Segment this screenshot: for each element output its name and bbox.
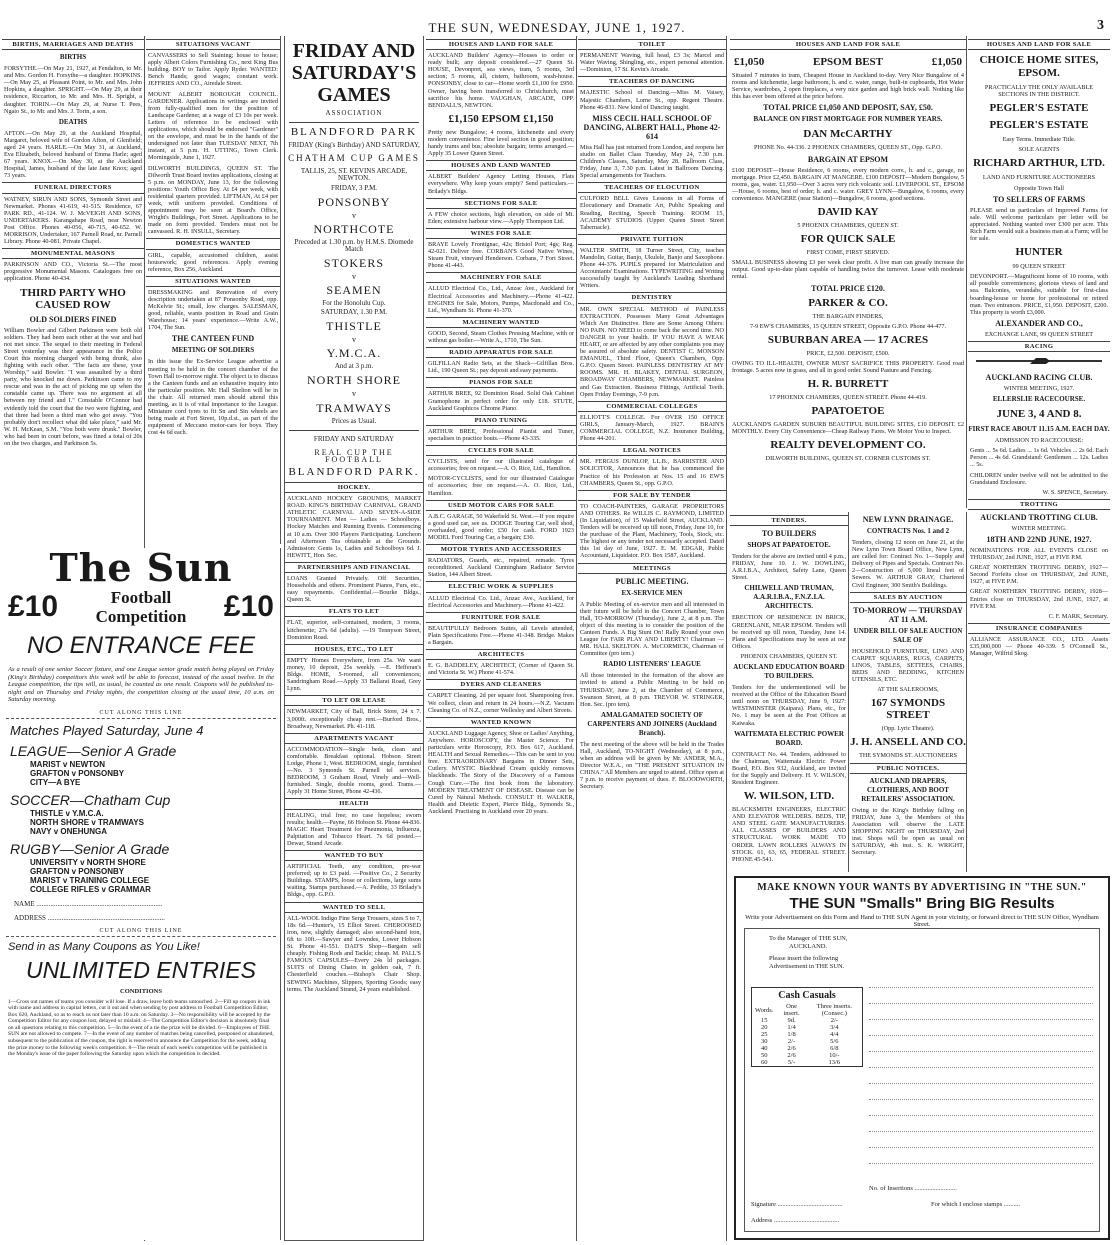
signature-field[interactable]: Signature ........................................ (751, 1201, 843, 1208)
address-label: ADDRESS (14, 913, 46, 922)
rate-row: 60 5/- 13/6 (760, 1059, 841, 1066)
and-3pm: And at 3 p.m. (334, 362, 374, 371)
insertions-field[interactable]: No. of Insertions .......................... (869, 1185, 957, 1192)
meeting-text: A Public Meeting of ex-service men and all interested in their future will be held in the Concert Chamber, Town Hall, TO-MORROW (Thursday), June 2, at 8 p.m. The object of this meeting is to consider the position of the Canteen Funds. A Big Stunt On! Rally Round your own League for FAIR PLAY AND LIBERTY! Chairman — MR. HALL SKELTON. A. McCORMICK, Chairman of Committee (pro tem.) (580, 600, 724, 658)
team-ponsonby: PONSONBY (317, 194, 391, 209)
blandford-park-2: BLANDFORD PARK. (288, 465, 420, 478)
machinery-wanted-heading: MACHINERY WANTED (426, 317, 576, 328)
partnership-heading: PARTNERSHIPS AND FINANCIAL (285, 562, 423, 573)
carpenters-text: The next meeting of the above will be held in the Trades Hall, Auckland, TO-NIGHT (Wednesday), at 8 p.m., when an address will be given by Mr. ANDER, M.A., Director W.E.A., on "THE PRESENT SITUATION IN CHINA." All Members are urged to attend. Office open at 7 p.m. to receive payment of dues. F. BLOODWORTH, Secretary. (580, 740, 724, 791)
pegler-estate-1: PEGLER'S ESTATE (989, 102, 1089, 115)
tomorrow: TO-MORROW — THURSDAY AT 11 A.M. (853, 605, 963, 624)
dancing-heading: TEACHERS OF DANCING (578, 76, 726, 87)
column-4 (426, 36, 577, 1241)
cecil-hall: MISS CECIL HALL SCHOOL OF DANCING, ALBERT HALL, Phone 42-614 (583, 113, 721, 141)
wilson-text: BLACKSMITH ENGINEERS, ELECTRIC AND ELEVATOR WELDERS. BEDS, TIP, AND STEEL GATE MANUFACTURERS. ALL CLASSES OF BUILDERS AND STRUCTURAL WORK MADE TO ORDER. LAWN ROLLERS ALWAYS IN STOCK. 61, 63, 65, FEDERAL STREET. PHONE 45-541. (732, 806, 846, 863)
sole-agents: SOLE AGENTS (1018, 146, 1060, 154)
burrett-address: 17 PHOENIX CHAMBERS, QUEEN STREET. Phone 44-419. (769, 393, 927, 401)
easy-terms: Easy Terms. Immediate Title. (1002, 136, 1076, 144)
col-three: Three inserts. (Consec.) (816, 1003, 853, 1017)
dan-mccarthy: DAN McCARTHY (803, 128, 893, 141)
waitemata-text: CONTRACT No. 44. Tenders, addressed to the Chairman, Waitemata Electric Power Board, P.O. Box 932, Auckland, are invited for the Supply and Delivery. H. V. WILSON, Resident Engineer. (732, 750, 846, 786)
football-competition (2, 548, 281, 1240)
radio-league: RADIO LISTENERS' LEAGUE (603, 660, 701, 669)
elocution-heading: TEACHERS OF ELOCUTION (578, 182, 726, 193)
june-dates: JUNE 3, 4 AND 8. (996, 408, 1082, 421)
team-tramways: TRAMWAYS (316, 400, 392, 415)
suburban-area: SUBURBAN AREA — 17 ACRES (767, 333, 929, 346)
deaths-text: AFTON.—On May 29, at the Auckland Hospital, Margaret, beloved wife of Gordon Afton, of Glenfield; aged 24 years. HARLE.—On May 31, at Auckland, Eva Elizabeth, beloved husband of Emma Harle; aged 67 years. KNOX.—On May 30, at the Auckland Hospital, James, husband of the late Jane Knox; aged 73 years. (4, 129, 142, 180)
first-race: FIRST RACE ABOUT 11.15 A.M. EACH DAY. (968, 425, 1110, 434)
electric-heading: ELECTRIC WORK & SUPPLIES (426, 581, 576, 592)
column-6b (730, 512, 849, 872)
council-ad: MOUNT ALBERT BOROUGH COUNCIL. GARDENER. Applications in writings are invited from fully-qualified men for the position of Landscape Gardener, at a wage of £3 10s per week. Letters of reference to be enclosed with applications, which should be endorsed "Gardener" on the envelope, and must be in the hands of the undersigned not later than TUESDAY NEXT, 7th instant, at 5 p.m. H. UTTING, Town Clerk. Morningside, June 1, 1927. (148, 90, 278, 162)
wanted-sell-text: ALL-WOOL Indigo Fine Serge Trousers, sizes 5 to 7, 18s 6d.—Hunter's, 15 Elliot Street. CHEROOSED iron, new, slightly damaged; also second-hand iron, 6ft to 10ft.—Sawyer and Lowndes, Lower Hobson St. Phone 41-551. DAD'S Shop—Bargain sell cheaply. Fishing Rods and Tackle; cheap. M. PALL'S FAMOUS CAPSULES—Every 24s ld packages. SUITS of Dining Chairs in golden oak, 7 ft. Chesterfield couches.—Bishop's Chair Shop. SEWING Machines, Slippers, Sporting Goods; easy terms. The Auckland Strand, 24 years established. (287, 914, 421, 993)
name-field[interactable]: NAME ........................................................................ (14, 899, 163, 908)
symonds-auctioneers: THE SYMONDS ST. AUCTIONEERS (859, 752, 957, 760)
richard-arthur: RICHARD ARTHUR, LTD. (973, 157, 1105, 170)
football-word: Football (110, 588, 172, 607)
land-furniture: LAND AND FURNITURE AUCTIONEERS (982, 174, 1096, 182)
total-120: TOTAL PRICE £120. (811, 283, 885, 293)
association-label: ASSOCIATION (325, 109, 383, 117)
architects-text: E. G. BADDELEY, ARCHITECT, (Corner of Queen St. and Victoria St. W.) Phone 41-574. (428, 662, 574, 677)
legal-text: MR. FERGUS DUNLOP, LL.B., BARRISTER AND SOLICITOR, Announces that he has commenced the Practice of his Profession at Nos. 15 and 16 EW'S CHAMBERS, Queen St., opp. G.P.O. (580, 458, 724, 487)
sit-vac-text: CANVASSERS to Sell Staining; house to house; apply Albert Colors Furnishing Co., next King Bus building. BOY to Tailor. Apply Ryder. WANTED: Bench Hands; good wages; constant work. JEFFRIES AND CO., Airedale Street. (148, 52, 278, 88)
insertions-label: No. of Insertions (869, 1185, 913, 1192)
births-heading: BIRTHS (59, 53, 87, 62)
cash-casuals-table (751, 987, 863, 1067)
papatoetoe: PAPATOETOE (811, 405, 885, 418)
league-fixture[interactable]: CITY—A BYE (30, 777, 81, 787)
meetings-heading: MEETINGS (578, 563, 726, 574)
smalls-head-2: THE SUN "Smalls" Bring BIG Results (789, 895, 1055, 912)
ansell: J. H. ANSELL AND CO. (850, 736, 966, 749)
pegler-estate-2: PEGLER'S ESTATE (989, 119, 1089, 132)
competition-word: Competition (95, 607, 187, 626)
rate-row: 30 2/- 5/6 (760, 1038, 839, 1045)
shops: SHOPS AT PAPATOETOE. (747, 541, 831, 550)
choice-home-sites: CHOICE HOME SITES, EPSOM. (979, 54, 1099, 80)
bmd-heading: BIRTHS, MARRIAGES AND DEATHS (2, 39, 144, 50)
canteen-sub: MEETING OF SOLDIERS (171, 346, 255, 355)
apartments-text: ACCOMMODATION—Single beds, clean and comfortable. Breakfast optional. Hobson Street Lodge, Phone 1, West. BEDROOM, single, furnished—No. 3 Symonds St. Parnell tel services. BEDROOM, 3 Graham Road, Vinely and—Well-furnished. Single, double rooms, good. Trams.—Apply 31 Home Street, Phone 42-436. (287, 745, 421, 796)
cycles-heading: CYCLES FOR SALE (426, 445, 576, 456)
deaths-heading: DEATHS (58, 117, 88, 126)
to-manager: To the Manager of THE SUN, (769, 935, 848, 942)
used-cars-heading: USED MOTOR CARS FOR SALE (426, 500, 576, 511)
houses-sale-heading: HOUSES AND LAND FOR SALE (426, 39, 576, 50)
sit-wanted-text: DRESSMAKING and Renovation of every description undertaken at 87 Ponsonby Road, opp. McKelvie St.; small, low charges. SALESMAN, good, reliable, wants position in Road and Grain Warehouse; 14 years' experience.—Write A.W., 1704, The Sun. (148, 288, 278, 332)
team-thistle: THISTLE (326, 319, 382, 334)
column-8 (968, 36, 1110, 868)
salerooms: AT THE SALEROOMS, (877, 686, 939, 694)
epsom-text: Pretty new Bungalow; 4 rooms, kitchenette and every modern convenience. Fine level section in good position; handy trams and bus; absolute bargain; terms arranged.—Apply 35 Lower Queen Street. (428, 128, 574, 158)
alexander: ALEXANDER AND CO., (995, 318, 1083, 328)
league-fixture[interactable]: MARIST v NEWTON (30, 759, 105, 769)
please-insert: Please insert the following Advertisement in THE SUN. (769, 955, 845, 970)
monument-text: PARKINSON AND CO., Victoria St.—The most progressive Monumental Masons. Catalogues free on application. Phone 40-434. (4, 261, 142, 283)
total-price: TOTAL PRICE £1,050 AND DEPOSIT, SAY, £50. (763, 103, 933, 113)
new-lynn: NEW LYNN DRAINAGE. (862, 515, 954, 524)
ex-service-men: EX-SERVICE MEN (621, 588, 683, 597)
symonds-street: 167 SYMONDS STREET (870, 697, 946, 722)
friday-3pm: FRIDAY, 3 P.M. (330, 183, 378, 192)
admission-text: Gents ... 5s 6d. Ladies ... 1s 6d. Vehicles ... 2s 6d. Each Person ... 4s 6d. Grandstand: Gentlemen ... 12s. Ladies ... 5s. (970, 447, 1108, 469)
radio-heading: RADIO APPARATUS FOR SALE (426, 347, 576, 358)
nominations: NOMINATIONS FOR ALL EVENTS CLOSE on THURSDAY, 2nd JUNE, 1927, at FIVE P.M. (970, 547, 1108, 562)
parker-co: PARKER & CO. (808, 296, 888, 309)
houses-let-heading: HOUSES, ETC., TO LET (285, 644, 423, 655)
exchange-lane: EXCHANGE LANE, 99 QUEEN STREET (984, 330, 1094, 338)
story-old-soldiers: William Bowler and Gilbert Parkinson were both old soldiers. They had been each other at the war and had not met since. The sequel to their meeting in Federal Street yesterday was their appearance in the Police Court this morning charged with being drunk, also fighting with each other. "The facts are these, your Worship," said Bowler. "I was assaulted by a third party, who knocked me down. Parkinson came to my rescue and was in the act of picking me up when the constable came up. There was no argument at all between my friend and I." Constable O'Connor had evidently told the court that the two were fighting, and that three had been a third man who got away. "You probably don't recollect what did take place," said Mr. W. H. McKean, S.M. "You both were drunk." Bowler, who had been in court before, was fined a total of 20s on the two charges, and Parkinson 5s. (4, 326, 142, 448)
smalls-form-box (744, 928, 1100, 1232)
team-north-shore: NORTH SHORE (307, 373, 401, 388)
commercial-heading: COMMERCIAL COLLEGES (578, 401, 726, 412)
monument-heading: MONUMENTAL MASONS (2, 248, 144, 259)
versus: v (352, 271, 356, 281)
houses-let-text: EMPTY Homes Everywhere, from 25s. We want money, 10 deposit, 25s weekly. —E. Hefferan's Bldgs. HOME, 5-roomed, all conveniences; Sandringham Road.—Apply 33 Ballarat Road, Grey Lynn. (287, 656, 421, 693)
funeral-text: WATNEY, SIRUN AND SONS, Symonds Street and Newmarket. Phones 41-619, 41-515. Residence, 67 PARK RD., 41-124. W. J. McVEIGH AND SONS, UNDERTAKERS. Karangahape Road, near Newton Post Office. Phones 40-056, 40-715, 40-652. W. MORRISON, Undertaker, 167 Parnell Road, nr. Parnell Library. Phone 40-081. Private Chapel. (4, 195, 142, 246)
wanted-sell-heading: WANTED TO SELL (285, 902, 423, 913)
pianos-heading: PIANOS FOR SALE (426, 377, 576, 388)
smalls-head-3: Write your Advertisement on this Form and Hand to THE SUN Agent in your vicinity, or forward direct to THE SUN Office, Wyndham Street. (745, 914, 1099, 928)
farms-text: PLEASE send us particulars of Improved Farms for sale. Will welcome particulars per letter will be appreciated. Nothing wanted over £300 per acre. This Rich Farm would suit a business man at a Farm; will be for sale. (970, 206, 1108, 243)
births-text: FORSYTHE.—On May 21, 1927, at Fendalton, to Mr. and Mrs. Gordon H. Forsythe—a daughter. HOPKINS.—On May 25, at Pleasant Point, to Mr. and Mrs. John Hopkins, a daughter. SPRIGHT.—On May 29, at their residence, Riccarton, to Mr. and Mrs. H. Spright, a daughter. TORIN.—On May 29, at Nurse T. Pees, Ngaio St., to Mr. and Mrs. J. Torin, a son. (4, 65, 142, 115)
friday-saturday: FRIDAY AND SATURDAY (313, 434, 395, 443)
wilson: W. WILSON, LTD. (743, 790, 835, 803)
column-3 (284, 36, 424, 1241)
atc-dates: 18TH AND 22ND JUNE, 1927. (986, 535, 1092, 544)
motor-tyres-heading: MOTOR TYRES AND ACCESSORIES (426, 544, 576, 555)
price-left: £1,050 (734, 56, 765, 69)
to-let-text: NEWMARKET, City of Ball, Brick Store, 24 x 7. 3,000ft. exceptionally cheap rent.—Burford Bros., Broadway, Newmarket. Ph. 41-118. (287, 708, 421, 730)
spence: W. S. SPENCE, Secretary. (1042, 488, 1108, 496)
to-builders: TO BUILDERS (761, 529, 817, 539)
auction-heading: SALES BY AUCTION (850, 592, 966, 603)
cecil-hall-text: Miss Hall has just returned from London, and reopens her studio on Ballet Class Tuesday, May 24, 7.30 p.m. Children's Classes, Saturday, May 28. Ballroom Class, Friday, June 3, 7.30 p.m. Latest in Ballroom Dancing. Special arrangements for Teachers. (580, 143, 724, 180)
parker-sub: THE BARGAIN FINDERS, (812, 312, 884, 320)
prize-left: £10 (8, 590, 59, 623)
team-ymca: Y.M.C.A. (326, 346, 382, 361)
matches-heading: Matches Played Saturday, June 4 (10, 722, 204, 738)
epsom-best: EPSOM BEST (813, 55, 883, 68)
rugby-fixture[interactable]: COLLEGE RIFLES v GRAMMAR (30, 884, 151, 894)
used-cars-text: A.B.C. GARAGE, 50 Wakefield St. West.—If you require a good used car, see us. DODGE Touring Car, well shod, overhauled, good order; £50 for cash. FORD 1923 MODEL Ford Touring Car, a bargain; £30. (428, 512, 574, 541)
team-seamen: SEAMEN (326, 283, 382, 298)
column-2 (146, 36, 281, 544)
flats-heading: FLATS TO LET (285, 606, 423, 617)
health-heading: HEALTH (285, 798, 423, 809)
balance: BALANCE ON FIRST MORTGAGE FOR NUMBER YEARS. (753, 115, 943, 124)
rate-row: 25 1/8 4/4 (760, 1031, 839, 1038)
partnership-text: LOANS Granted Privately. Off Securities, Households and others. Prominent Pianos, Furs, etc., easy repayments. Confidential.—Bourke Bldgs., Queen St. (287, 575, 421, 604)
soccer-heading: SOCCER—Chatham Cup (10, 791, 171, 808)
name-label: NAME (14, 899, 35, 908)
phoenix: PHOENIX CHAMBERS, QUEEN ST. (740, 652, 838, 660)
electric-text: ALLUD Electrical Co. Ltd., Anzac Ave., Auckland, for Electrical Accessories and Machinery.—Phone 41-422. (428, 594, 574, 609)
wanted-known-heading: WANTED KNOWN (426, 717, 576, 728)
houses-land-heading: HOUSES AND LAND FOR SALE (730, 39, 966, 50)
col-words: Words. (755, 1006, 774, 1014)
shops-text: Tenders for the above are invited until 4 p.m., FRIDAY, June 10. J. W. DOWLING, A.R.I.B.A., Architect, Safety Lane, Queen Street. (732, 553, 846, 582)
great-northern-1: GREAT NORTHERN TROTTING DERBY, 1927—Second Forfeits close on THURSDAY, 2nd JUNE, 1927, at FIVE P.M. (970, 564, 1108, 586)
headline-third-party: THIRD PARTY WHO CAUSED ROW (20, 286, 126, 311)
column-6 (730, 36, 967, 508)
contracts: CONTRACTS Nos. 1 and 2 (866, 527, 950, 535)
enclose-field[interactable]: For which I enclose stamps .......... (931, 1201, 1021, 1208)
ellerslie: ELLERSLIE RACECOURSE. (992, 395, 1086, 404)
bargain-epsom: BARGAIN AT EPSOM (807, 154, 889, 164)
auckland-label: AUCKLAND. (789, 943, 828, 950)
papatoetoe-text: AUCKLAND'S GARDEN SUBURB BEAUTIFUL BUILDING SITES, £10 DEPOSIT. £2 MONTHLY. Every City Convenience—Cheap Railway Fares. We Motor You to Inspect. (732, 421, 964, 436)
opp-town-hall: Opposite Town Hall (1014, 184, 1064, 192)
conditions-text: 1—Cross out names of teams you consider will lose. If a draw, leave both teams untouched. 2—Fill up coupon in ink with name and address in capital letters, cut it out and when sending by post address to Football Competition Editor, Box 620, Auckland, so as to reach us not later than 10 a.m. on Saturday. 3—No responsibility will be accepted by the Competition Editor for any coupon lost, delayed or mislaid. 4—The Competition Editor's decision is absolutely final on all questions relating to this competition. 5—In the event of a tie the prize will be divided. 6—Employees of THE SUN are not allowed to compete. 7—In the event of any number of matches being cancelled, postponed or abandoned, subsequent to the publication of the coupon, the right is reserved to announce the Competition for the week, adding the prize money to the following week's competition. 8—The result of each week's competition will be published in the Monday's issue of the paper following the Saturday upon which the competition is decided. (8, 998, 274, 1058)
blandford-park-1: BLANDFORD PARK (290, 126, 418, 139)
trotting-heading: TROTTING (968, 499, 1110, 510)
admission: ADMISSION TO RACECOURSE: (994, 437, 1084, 445)
machinery-wanted-text: GOOD, Second, Steam Clothes Pressing Machine, with or without gas boiler.—Write A., 1710, The Sun. (428, 329, 574, 344)
houses-wanted-heading: HOUSES AND LAND WANTED (426, 160, 576, 171)
machinery-heading: MACHINERY FOR SALE (426, 272, 576, 283)
rugby-fixture[interactable]: MARIST v TRAINING COLLEGE (30, 875, 150, 885)
apartments-heading: APARTMENTS VACANT (285, 733, 423, 744)
wanted-known-text: AUCKLAND Luggage Agency, Shoe or Ladies' Anything, Anywhere. HOROSCOPY, the Master Science. For particulars write Horoscopy, P.O. Box 617, Auckland. HEALTH and Sexual Remedies.—This can be sent to you free. EXTRAORDINARY Bargains in Dinner Sets, Cutlery. MYSTIC Blackhead Cream quickly removes blackheads. The Story of the Discovery of a Famous Cough Cure.—The first book from the laboratory. MODERN TREATMENT OF DISEASE. Disease can be Cured by Natural Methods. CONSULT H. WALKER, Health and Dietetic Expert, Pierce Bldg., Symonds St., Auckland. Practising in Auckland over 20 years. (428, 729, 574, 815)
funeral-heading: FUNERAL DIRECTORS (2, 182, 144, 193)
children-note: CHILDREN under twelve will not be admitted to the Grandstand Enclosure. (970, 471, 1108, 486)
racing-heading: RACING (968, 341, 1110, 352)
cycles-text: CYCLISTS, send for our illustrated catalogue of accessories; free on request.—A. O. Rice, Ltd., Hamilton. (428, 458, 574, 473)
league-fixture[interactable]: GRAFTON v PONSONBY (30, 768, 125, 778)
household: HOUSEHOLD FURNITURE, LINO AND CARPET SQUARES, RUGS, CARPETS, LINOS, TABLES, SETTEES, CHAIRS, BEDS AND BEDDING, KITCHEN UTENSILS, ETC. (852, 647, 964, 684)
elocution-text: CULFORD BELL Gives Lessons in all Forms of Elocutionary and Dramatic Art, Public Speaking and Reading, Reciting, Speech Training. ROOM 15, ACADEMY STUDIOS (Upper Queen Street Street Tabernacle). (580, 195, 724, 231)
racing-horse-icon (976, 356, 1102, 366)
subhead-old-soldiers: OLD SOLDIERS FINED (29, 314, 117, 324)
page-number: 3 (1097, 18, 1104, 33)
david-kay: DAVID KAY (817, 206, 879, 219)
cycles-text-2: MOTOR-CYCLISTS, send for our illustrated Catalogue of accessories; free on request.—A. O. Rice, Ltd., Hamilton. (428, 475, 574, 497)
suburban-text: OWING TO ILL-HEALTH, OWNER MUST SACRIFICE THIS PROPERTY. Good road frontage. 5 acres now in grass, and all in good order. Sound Pasture and Fencing. (732, 359, 964, 374)
houses-sale-text: AUCKLAND Builders' Agency—Houses to order or ready built; any deposit considered.—27 Queen St. HOUSE, Devonport, sea views, tram, 5 rooms, 3rd section; 5 rooms, all, cistern, bathroom, wash-house. PONSONBY, close to car—Home worth £1,100 for £950. Owner, having been transferred to Christchurch, must sacrifice his home. VAUGHAN, ARCADE, OPP. BENDALL'S, NEWTON. (428, 52, 574, 109)
machinery-text: ALLUD Electrical Co., Ltd., Anzac Ave., Auckland for Electrical Accessories and Machinery.—Phone 41-422. ENGINES for Sale, Motors, Pumps, Macdonald and Co., Ltd., Wyndham St. Phone 41-370. (428, 285, 574, 314)
chilwell-text: ERECTION OF RESIDENCE IN BRICK, GREENLANE, NEAR EPSOM. Tenders will be received up till noon, Tuesday, June 14. Plans and Specifications may be seen at our Offices. (732, 614, 846, 650)
tenders-heading: TENDERS. (730, 515, 848, 526)
choice-text: PRACTICALLY THE ONLY AVAILABLE SECTIONS IN THE DISTRICT. (984, 84, 1094, 99)
cash-casuals-title: Cash Casuals (778, 990, 836, 1001)
david-address: 5 PHOENIX CHAMBERS, QUEEN ST. (797, 222, 899, 230)
real-cup: REAL CUP THE FOOTBALL (314, 447, 394, 464)
motor-tyres-text: RADIATORS, Guards, etc., repaired, remade. Tyres reconditioned. Auckland Cunningham Radiator Service Station, 144 Albert Street. (428, 557, 574, 579)
houses-wanted-text: ALBERT Builders' Agency Letting Houses, Flats everywhere. Why keep yours empty? Send particulars.—Brilady's Bldgs. (428, 173, 574, 195)
column-7 (850, 512, 967, 872)
rate-row: 20 1/4 3/4 (760, 1024, 839, 1031)
smalls-head-1: MAKE KNOWN YOUR WANTS BY ADVERTISING IN "THE SUN." (757, 882, 1087, 893)
cut-line-top: CUT ALONG THIS LINE (6, 710, 276, 719)
sections-heading: SECTIONS FOR SALE (426, 198, 576, 209)
drapers: AUCKLAND DRAPERS, CLOTHIERS, AND BOOT RETAILERS' ASSOCIATION. (861, 776, 955, 803)
unlimited-entries: UNLIMITED ENTRIES (25, 956, 257, 983)
send-coupons: Send in as Many Coupons as You Like! (8, 940, 200, 953)
rugby-heading: RUGBY—Senior A Grade (10, 840, 170, 857)
winter-meeting: WINTER MEETING, 1927. (1003, 385, 1075, 393)
burrett: H. R. BURRETT (807, 377, 889, 390)
atc-winter: WINTER MEETING. (1011, 524, 1067, 532)
competition-banner (8, 588, 274, 626)
tuition-text: WALTER SMITH, 18 Turner Street, City, teaches Mandolin, Guitar, Banjo, Ukulele, Banjo and Saxophone. Phone 44-376. PUPILS prepared for Matriculation and Accountants' Examinations. TYPEWRITING and Writing successfully taught by Auckland's Leading Shorthand Writers. (580, 246, 724, 290)
mark-secretary: C. F. MARK, Secretary. (1048, 612, 1108, 620)
realty: REALTY DEVELOPMENT CO. (770, 439, 926, 452)
public-meeting: PUBLIC MEETING. (615, 576, 689, 586)
hunter: HUNTER (1015, 246, 1063, 259)
versus: v (352, 210, 356, 220)
tender-heading: FOR SALE BY TENDER (578, 490, 726, 501)
prices-usual: Prices as Usual. (331, 416, 377, 425)
address-field-smalls[interactable]: Address ........................................ (751, 1217, 839, 1224)
dentistry-text: MR. OWN SPECIAL METHOD of PAINLESS EXTRACTION. Possesses Many Great Advantages Which Are Distinctive. Here are Some Among Others: NO PAIN. NO NEED to come back the second time. NO DANGER to your health. IF YOU HAVE A WEAK HEART, or are affected by any other complaints you may be assured of absolute safety. DENTIST C. MONSON EMANUEL, Third Floor, Queen's Chambers, Opp. G.P.O. Queen Street. PAINLESS DENTISTRY AT MY ROOMS. MR. H. BLAKEY, DENTAL SURGEON, BROADWAY CHAMBERS, NEWMARKET. Painless and Gas Extraction. Business Fittings, Artificial Teeth. Open Friday Evenings, 7-9 p.m. (580, 305, 724, 398)
address-field[interactable]: ADDRESS ................................................................... (14, 913, 165, 922)
dilworth-ad: DILWORTH BUILDINGS, QUEEN ST. The Dilworth Trust Board invites applications, closing at 5 p.m. on MONDAY, June 13, for the following positions: Youth Office Boy. At £4 per week, with residential quarters provided. LIFTMAN, At £4 per week, with uniform provided. Conditions of appointment may be seen at Board's Office, Wright's Buildings, Fort Street. Applications to be made on form provided. Tenders must not be canvassed. R. H. INSULL, Secretary. (148, 164, 278, 236)
prize-right: £10 (223, 590, 274, 623)
health-text: HEALING, trial free; no case hopeless; sworn results; health.—Payne, 66 Hobson St. Phone 44-836. MAGIC Heart Treatment for Pneumonia, Influenza, Palpitation and Tobacco Heart. 7s 6d posted.—Dewar, Strand Arcade. (287, 811, 421, 847)
first-come: FIRST COME, FIRST SERVED. (806, 249, 890, 257)
dentistry-heading: DENTISTRY (578, 292, 726, 303)
quick-text: SMALL BUSINESS showing £3 per week clear profit. A live man can greatly increase the output. Good up-to-date plant capable of handling twice the turnover. Lease with moderate rental. (732, 259, 964, 281)
canteen-text: In this issue the Ex-Service League advertise a meeting to be held in the concert chamber of the Town Hall to-morrow night. The object is to discuss a the Canteen funds and an exhaustive inquiry into the particular position. Mr. Hall Skelton will be in the chair. All returned men should attend this meeting, as it is of vital importance to the League. Miniature cord tyres to fit Sn and Sin wheels are being made at Fort Street, 10p.d.st., as part of the equipment of Meccano motor-cars for boys. They cost 4s 6d each. (148, 358, 278, 437)
masthead-title: THE SUN, WEDNESDAY, JUNE 1, 1927. (428, 20, 686, 35)
public-notices-heading: PUBLIC NOTICES. (850, 763, 966, 774)
architects-heading: ARCHITECTS (426, 649, 576, 660)
team-northcote: NORTHCOTE (313, 221, 395, 236)
friday-kings: FRIDAY (King's Birthday) AND SATURDAY, (288, 141, 420, 150)
education-text: Tenders for the undermentioned will be received at the Office of the Education Board until noon on THURSDAY, June 9, 1927: WESTMINSTER (Kaipara). Plans, etc., for No. 1 may be seen at the Post Offices at Kaiwaka. (732, 684, 846, 727)
toilet-heading: TOILET (578, 39, 726, 50)
auckland-racing-club: AUCKLAND RACING CLUB. (985, 373, 1093, 383)
chilwell: CHILWELL AND TRUMAN, A.A.R.I.B.A., F.N.Z.I.A. ARCHITECTS. (744, 584, 834, 611)
rate-row: 15 9d. 2/- (760, 1017, 838, 1024)
wines-text: BRAYE Lovely Frontignac, 42s; Bristol Port; 4gs; Reg. 42-021. Deliver free. CORBAN'S Good Native Wines, Steam Fruit, vineyard Henderson. Corbans, 7 Fort Street. Phone 41-443. (428, 240, 574, 270)
smalls-form (734, 876, 1110, 1240)
dyers-text: CARPET Cleaning, 2d per square foot. Shampooing free. We collect, clean and return in 24 hours.—N.Z. Vacuum Cleaning Co. of N.Z., corner Wellesley and Albert Streets. (428, 692, 574, 714)
rate-row: 50 2/6 10/- (760, 1052, 840, 1059)
tender-text: TO COACH-PAINTERS, GARAGE PROPRIETORS AND OTHERS. Re WILLIS C. RAYMOND, LIMITED (In Liquidation), of 15 Wakefield Street, AUCKLAND. Tenders will be received up till noon, Friday, June 10, for the purchase of the Plant, Machinery, Tools, Stock, etc. The highest or any tender not necessarily accepted. Dated this 1st day of June, 1927. E. M. EDGAR, Public Accountant, Liquidator. P.O. Box 1587, Auckland. (580, 502, 724, 560)
games-title: FRIDAY AND SATURDAY'S GAMES (291, 40, 417, 106)
address-label-smalls: Address (751, 1217, 773, 1224)
alliance: ALLIANCE ASSURANCE CO., LTD. Assets £35,000,000 — Phone 40-339. 5 O'Connell St., Manager, Wilfrid Skog. (970, 635, 1108, 658)
auckland-trotting-club: AUCKLAND TROTTING CLUB. (980, 512, 1098, 522)
conditions-heading: CONDITIONS (120, 987, 162, 995)
tuning-text: ARTHUR BREE, Professional Pianist and Tuner, specialises in practice bouts.—Phone 43-335. (428, 427, 574, 442)
houses-land-heading-2: HOUSES AND LAND FOR SALE (968, 39, 1110, 50)
ad-writing-grid[interactable] (869, 987, 1093, 1177)
sit-wanted-heading: SITUATIONS WANTED (146, 276, 280, 287)
quick-sale: FOR QUICK SALE (800, 233, 896, 246)
honolulu-cup: For the Honolulu Cup. (322, 299, 386, 308)
masthead (0, 0, 1114, 34)
education-board: AUCKLAND EDUCATION BOARD TO BUILDERS. (733, 663, 845, 681)
contracts-text: Tenders, closing 12 noon on June 21, at the New Lynn Town Board Office, New Lynn, are called for: Contract No. 1—Supply and Delivery of Pipes and Specials. Contract No. 2—Construction of 5,000 lineal feet of Sewers. W. ARTHUR GRAY, Chartered Civil Engineer, 300 Smith's Buildings. (852, 539, 964, 589)
signature-label: Signature (751, 1201, 776, 1208)
drapers-text: Owing to the King's Birthday falling on FRIDAY, June 3, the Members of this Association will observe the LATE SHOPPING NIGHT on THURSDAY, 2nd inst. Shops will be open as usual on SATURDAY, 4th inst. S. K. WRIGHT, Secretary. (852, 806, 964, 857)
versus: v (352, 335, 356, 345)
sections-text: A FEW choice sections, high elevation, on side of Mt. Eden; extensive harbour view.—Apply Thompson Ltd. (428, 210, 574, 225)
hockey-text: AUCKLAND HOCKEY GROUNDS, MARKET ROAD. KING'S BIRTHDAY CARNIVAL. GRAND ATHLETIC CARNIVAL AND SEVEN-A-SIDE TOURNAMENT. Men — Ladies — Schoolboys. Hockey Matches and Running Events. Commencing at 10 a.m. Over 300 Players Participating. Luncheon and Afternoon Tea obtainable at the Grounds. Admission: Gents 1s, Ladies and Schoolboys 6d. J. HEWITT, Hon. Sec. (287, 495, 421, 559)
col-one: One insert. (783, 1003, 800, 1017)
canteen-heading: THE CANTEEN FUND (171, 334, 255, 344)
domestic-heading: DOMESTICS WANTED (146, 238, 280, 249)
competition-intro: As a result of one senior Soccer fixture, and one League senior grade match being played on Friday (King's Birthday) competitors this week will be able to forecast, instead of the usual twelve. In the League competition, the tips will, as usual, be counted as one result. Coupons will be published to-night and on Thursday and Friday nights, the competition closing at the usual time, 10 a.m. on Saturday morning. (8, 666, 274, 703)
epsom-price-banner: £1,150 EPSOM £1,150 (448, 112, 554, 125)
toilet-text: PERMANENT Waving, full head, £3 3s; Marcel and Water Waving, Shingling, etc., expert personal attention.—Dominion, 17 St. Kevin's Arcade. (580, 52, 724, 74)
soccer-fixture[interactable]: THISTLE v Y.M.C.A. (30, 808, 104, 818)
pianos-text: ARTHUR BREE, 92 Dominion Road. Solid Oak Cabinet Gramophone in perfect order for only £18. STUTE, Auckland Graphicos Chrome Piano. (428, 390, 574, 412)
tallis-ad: TALLIS, 25, ST. KEVINS ARCADE, NEWTON. (300, 167, 408, 183)
bungalow-text: Situated 7 minutes to tram, Cheapest House in Auckland to-day. Very Nice Bungalow of 4 rooms and kitchenette, large bathroom, h. and c. water, range, built-in cupboards, Hot Water Service, wardrobes, 2 open fireplaces, a very nice garden and high brick wall. Nothing like this has ever been offered at the price before. (732, 72, 964, 101)
soccer-fixture[interactable]: NAVY v ONEHUNGA (30, 826, 108, 836)
insurance-heading: INSURANCE COMPANIES (968, 623, 1110, 634)
cut-line-bottom: CUT ALONG THIS LINE (6, 928, 276, 937)
sun-logo-title: The Sun (49, 548, 233, 590)
enclose-label: For which I enclose stamps (931, 1201, 1003, 1208)
versus: v (352, 389, 356, 399)
waitemata: WAITEMATA ELECTRIC POWER BOARD. (734, 729, 844, 747)
sellers-farms: TO SELLERS OF FARMS (992, 194, 1086, 204)
preceded-note: Preceded at 1.30 p.m. by H.M.S. Diomede Match (294, 237, 414, 253)
suburban-price: PRICE, £2,500. DEPOSIT, £500. (806, 349, 890, 357)
chatham-cup: CHATHAM CUP GAMES (288, 153, 420, 164)
saturday-time: SATURDAY, 1.30 P.M. (320, 308, 388, 317)
lyric: (Opp. Lyric Theatre). (881, 725, 935, 733)
price-right: £1,050 (931, 56, 962, 69)
domestic-text: GIRL, capable, accustomed children, assist housework; good references. Apply evening reference, Box 256, Auckland. (148, 251, 278, 273)
no-entrance-fee: NO ENTRANCE FEE (26, 632, 256, 659)
carpenters-heading: AMALGAMATED SOCIETY OF CARPENTERS AND JOINERS (Auckland Branch). (587, 710, 717, 737)
wanted-buy-heading: WANTED TO BUY (285, 850, 423, 861)
rate-row: 40 2/6 6/8 (760, 1045, 839, 1052)
rugby-fixture[interactable]: UNIVERSITY v NORTH SHORE (30, 857, 146, 867)
wanted-buy-text: ARTIFICIAL Teeth, any condition, pre-war preferred; up to £3 paid. —Positive Co., 2 Security Buildings. STAMPS, loose or collections, large sums waiting. Stamps purchased.—A. Peddie, 33 Brilady's Bldgs., opp. G.P.O. (287, 863, 421, 899)
realty-address: DILWORTH BUILDING, QUEEN ST. CORNER CUSTOMS ST. (765, 455, 931, 463)
under-bill: UNDER BILL OF SALE AUCTION SALE OF (853, 626, 963, 644)
column-5 (578, 36, 727, 1241)
radio-league-text: All those interested in the formation of the above are invited to attend a Public Meeting to be held on THURSDAY, June 2, at the Chamber of Commerce, Swanson Street, at 8 p.m. TREVOR W. STRINGER, Hon. Sec. (pro tem). (580, 672, 724, 708)
devonport: DEVONPORT.—Magnificent home of 10 rooms, with all possible conveniences; glorious views of land and sea. Balconies, verandahs, suitable for first-class boarding-house or home for professional or retired man. Two entrances. PRICE, £1,950. DEPOSIT, £200. This property is worth £3,000. (970, 273, 1108, 316)
parker-address: 7-9 EW'S CHAMBERS, 15 QUEEN STREET, Opposite G.P.O. Phone 44-477. (749, 322, 947, 330)
dan-address: PHONE No. 44-336. 2 PHOENIX CHAMBERS, QUEEN ST., Opp. G.P.O. (754, 144, 942, 152)
commercial-text: ELLIOTT'S COLLEGE. For OVER 150 OFFICE GIRLS, January-March, 1927. BRAIN'S COMMERCIAL COLLEGE, N.Z. Insurance Building, Phone 44-201. (580, 413, 724, 443)
great-northern-2: GREAT NORTHERN TROTTING DERBY, 1928—Entries close on THURSDAY, 2nd JUNE, 1927, at FIVE P.M. (970, 588, 1108, 610)
rugby-fixture[interactable]: GRAFTON v PONSONBY (30, 866, 125, 876)
team-stokers: STOKERS (323, 255, 385, 270)
soccer-fixture[interactable]: NORTH SHORE v TRAMWAYS (30, 817, 144, 827)
league-heading: LEAGUE—Senior A Grade (10, 742, 177, 759)
furniture-text: BEAUTIFULLY Bedroom Suites, all Levels attended, Plain Specifications Free.—Phone 41-348. Bridge. Makes a Bargain. (428, 624, 574, 646)
sit-vac-heading: SITUATIONS VACANT (146, 39, 280, 50)
flats-text: FLAT, superior, self-contained, modern, 3 rooms, kitchenette; 27s 6d (adults). —19 Tennyson Street, Dominion Road. (287, 619, 421, 641)
tuning-heading: PIANO TUNING (426, 415, 576, 426)
tuition-heading: PRIVATE TUITION (578, 234, 726, 245)
to-let-heading: TO LET OR LEASE (285, 695, 423, 706)
hockey-heading: HOCKEY. (285, 482, 423, 493)
dyers-heading: DYERS AND CLEANERS (426, 679, 576, 690)
hunter-address: 99 QUEEN STREET (1012, 263, 1066, 271)
furniture-heading: FURNITURE FOR SALE (426, 612, 576, 623)
radio-text: GILFILLAN Radio Sets, at the Shack—Gilfillan Bros. Ltd., 190 Queen St.; pay deposit and easy payments. (428, 360, 574, 375)
dancing-text: MAJESTIC School of Dancing.—Miss M. Vaisey, Majestic Chambers, Lorne St., opp. Regent Theatre. Phone 46-831. New kind of Dancing taught. (580, 89, 724, 111)
bargain-text: £100 DEPOSIT—House Residence, 6 rooms, every modern conv., h. and c., garage, no mortgage. Price £2,450. BARGAIN AT MANGERE. £100 DEPOSIT—Modern Bungalow, 5 rooms, gas, water. £1,950—Over 3 acres very rich volcanic soil. LIVERPOOL ST., EPSOM—House, 6 rooms, best of order; h. and c. water. GREY LYNN—Bungalow, 6 rooms, every convenience. MANGERE (near Station)—Bungalow, 6 rooms, good sections. (732, 166, 964, 202)
wines-heading: WINES FOR SALE (426, 228, 576, 239)
legal-heading: LEGAL NOTICES (578, 445, 726, 456)
